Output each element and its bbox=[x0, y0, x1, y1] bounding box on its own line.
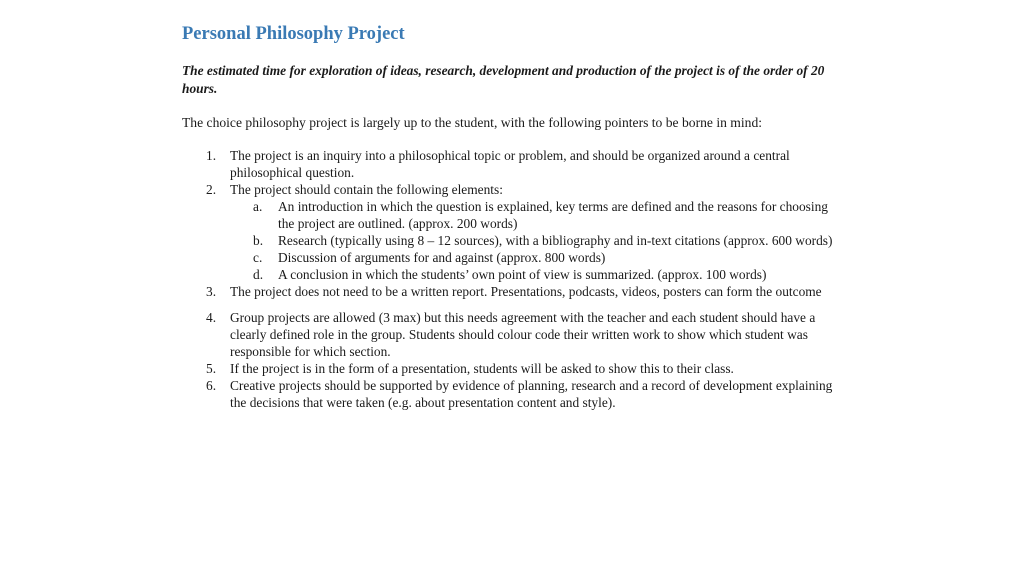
sub-list-item-text: A conclusion in which the students’ own point of view is summarized. (approx. 100 words) bbox=[278, 267, 767, 282]
list-number: 6. bbox=[206, 378, 217, 393]
time-estimate-note: The estimated time for exploration of ideas, research, development and production of the project is of the order of 20 hours. bbox=[182, 63, 825, 96]
list-item-text: Creative projects should be supported by evidence of planning, research and a record of development explaining the decisions that were taken (e.g. about presentation content and style). bbox=[230, 378, 833, 410]
sub-list-letter: b. bbox=[253, 233, 264, 248]
list-item bbox=[200, 181, 840, 283]
list-item bbox=[200, 147, 840, 181]
sub-list-item bbox=[230, 249, 840, 266]
elements-sub-list bbox=[230, 198, 840, 283]
document-title: Personal Philosophy Project bbox=[182, 24, 405, 44]
list-item bbox=[200, 283, 840, 309]
sub-list-item-text: Discussion of arguments for and against (approx. 800 words) bbox=[278, 250, 606, 265]
list-number: 1. bbox=[206, 148, 217, 163]
list-item bbox=[200, 309, 840, 360]
sub-list-item-text: An introduction in which the question is explained, key terms are defined and the reasons for choosing the project are outlined. (approx. 200 words) bbox=[278, 199, 828, 231]
sub-list-item bbox=[230, 266, 840, 283]
list-number: 3. bbox=[206, 284, 217, 299]
sub-list-item-text: Research (typically using 8 – 12 sources), with a bibliography and in-text citations (approx. 600 words) bbox=[278, 233, 833, 248]
list-item-text: The project is an inquiry into a philosophical topic or problem, and should be organized around a central philosophical question. bbox=[230, 148, 790, 180]
sub-list-item bbox=[230, 232, 840, 249]
sub-list-item bbox=[230, 198, 840, 232]
sub-list-letter: d. bbox=[253, 267, 264, 282]
list-item bbox=[200, 377, 840, 411]
list-number: 5. bbox=[206, 361, 217, 376]
list-number: 4. bbox=[206, 310, 217, 325]
list-item bbox=[200, 360, 840, 377]
list-item-text: If the project is in the form of a presentation, students will be asked to show this to their class. bbox=[230, 361, 734, 376]
list-item-text: The project does not need to be a written report. Presentations, podcasts, videos, posters can form the outcome bbox=[230, 284, 822, 299]
sub-list-letter: a. bbox=[253, 199, 263, 214]
lead-paragraph: The choice philosophy project is largely up to the student, with the following pointers to be borne in mind: bbox=[182, 115, 763, 130]
pointer-list bbox=[200, 147, 840, 411]
list-item-text: Group projects are allowed (3 max) but this needs agreement with the teacher and each student should have a clearly defined role in the group. Students should colour code their written work to show which student was responsible for which section. bbox=[230, 310, 816, 359]
list-number: 2. bbox=[206, 182, 217, 197]
sub-list-letter: c. bbox=[253, 250, 263, 265]
list-item-text: The project should contain the following elements: bbox=[230, 182, 503, 197]
